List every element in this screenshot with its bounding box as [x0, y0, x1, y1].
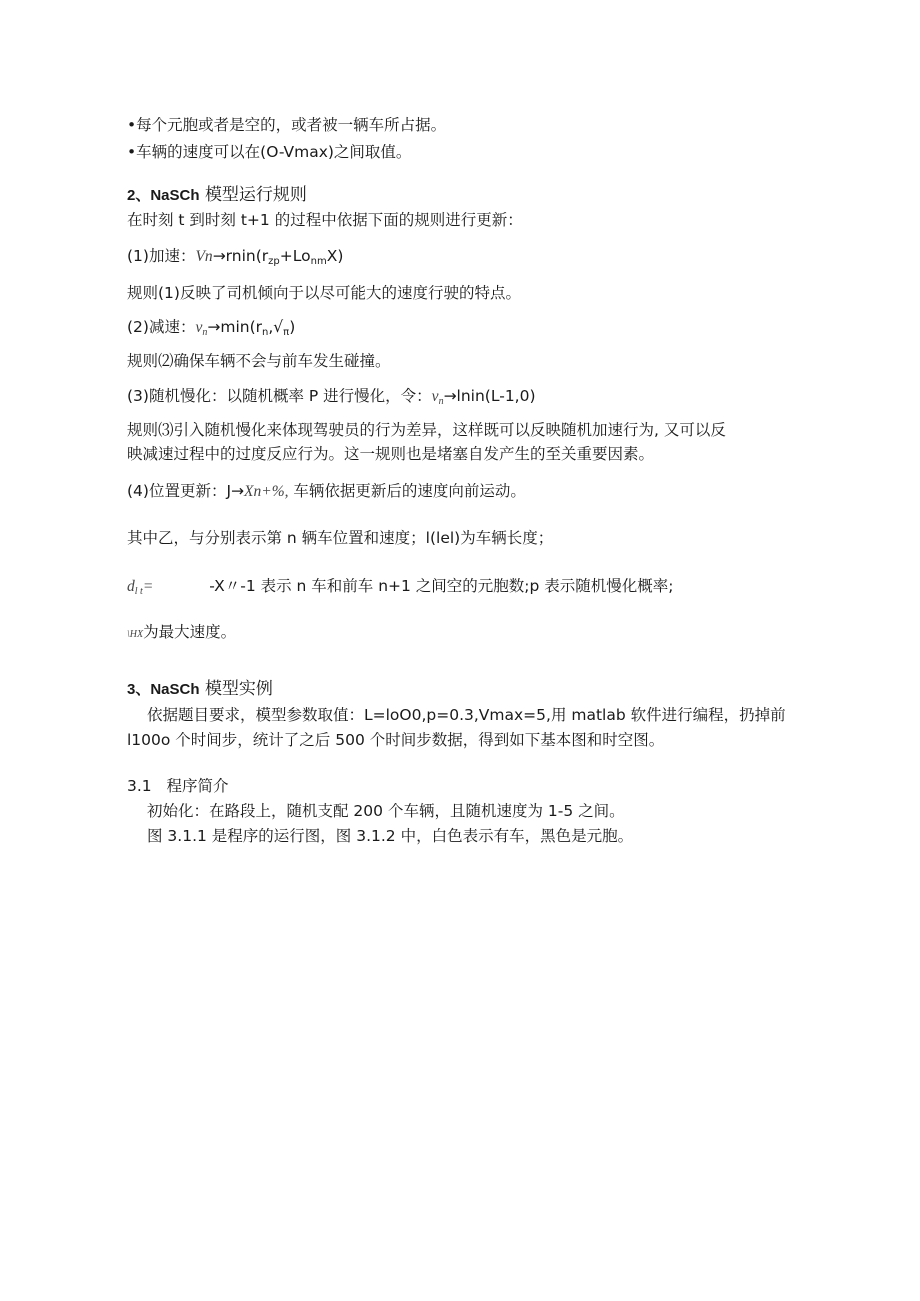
rule-1-desc: 规则(1)反映了司机倾向于以尽可能大的速度行驶的特点。 — [127, 284, 521, 302]
section-3-title: 模型实例 — [204, 679, 273, 699]
rule-4-var: Xn+%, — [244, 483, 289, 500]
rule-3-formula — [432, 387, 536, 405]
definition-3-text: 为最大速度。 — [143, 623, 237, 641]
rule-4-formula — [226, 482, 288, 500]
definition-2 — [127, 576, 674, 597]
section-3-1-title: 程序简介 — [166, 777, 229, 795]
rule-2-formula-b: ,√ — [268, 318, 284, 336]
definition-2-var-sub: l t — [134, 586, 143, 597]
rule-3-var-sub: n — [438, 396, 444, 407]
rule-1-formula-a: →rnin(r — [212, 247, 269, 265]
rule-2-line — [127, 317, 295, 338]
definition-2-text: -X〃-1 表示 n 车和前车 n+1 之间空的元胞数;p 表示随机慢化概率; — [209, 577, 674, 595]
section-2-title: 模型运行规则 — [204, 185, 307, 205]
section-2-number: 2、 — [127, 187, 151, 204]
section-3-para-line-2: l100o 个时间步，统计了之后 500 个时间步数据，得到如下基本图和时空图。 — [127, 731, 665, 749]
rule-2-sub2: π — [283, 327, 290, 338]
bullet-1: •每个元胞或者是空的，或者被一辆车所占据。 — [127, 116, 447, 134]
rule-1-line — [127, 246, 343, 267]
section-2-intro: 在时刻 t 到时刻 t+1 的过程中依据下面的规则进行更新： — [127, 211, 523, 229]
section-2-heading — [127, 185, 307, 206]
definition-2-var: d — [127, 578, 135, 595]
section-3-1-line-1: 初始化：在路段上，随机支配 200 个车辆，且随机速度为 1-5 之间。 — [147, 802, 625, 820]
definition-1: 其中乙，与分别表示第 n 辆车位置和速度；l(lel)为车辆长度； — [127, 529, 554, 547]
rule-4-formula-a: J→ — [226, 482, 245, 500]
rule-3-line — [127, 386, 536, 407]
rule-3-desc-line-1: 规则⑶引入随机慢化来体现驾驶员的行为差异，这样既可以反映随机加速行为, 又可以反 — [127, 421, 726, 439]
section-2-model: NaSCh — [150, 187, 200, 204]
section-3-heading — [127, 679, 273, 700]
rule-2-var-sub: n — [202, 327, 208, 338]
rule-3-label: (3)随机慢化：以随机概率 P 进行慢化，令： — [127, 387, 432, 405]
section-3-1-heading — [127, 776, 228, 796]
definition-2-eq: = — [142, 578, 154, 595]
section-3-1-number: 3.1 — [127, 777, 152, 795]
definition-3 — [127, 622, 236, 645]
rule-2-var: v — [195, 319, 203, 336]
rule-1-formula — [195, 247, 343, 265]
rule-2-formula-a: →min(r — [207, 318, 262, 336]
rule-4-text: 车辆依据更新后的速度向前运动。 — [288, 482, 526, 500]
rule-3-desc-line-2: 映减速过程中的过度反应行为。这一规则也是堵塞自发产生的至关重要因素。 — [127, 445, 655, 463]
section-3-1-line-2: 图 3.1.1 是程序的运行图，图 3.1.2 中，白色表示有车，黑色是元胞。 — [147, 827, 634, 845]
definition-3-var: \HX — [127, 629, 144, 640]
section-3-number: 3、 — [127, 681, 151, 698]
bullet-2: •车辆的速度可以在(O-Vmax)之间取值。 — [127, 143, 412, 161]
rule-2-desc: 规则⑵确保车辆不会与前车发生碰撞。 — [127, 352, 391, 370]
rule-4-line — [127, 481, 526, 502]
rule-1-sub2: nm — [310, 256, 327, 267]
rule-2-label: (2)减速： — [127, 318, 196, 336]
rule-2-formula — [195, 318, 295, 336]
rule-4-label: (4)位置更新： — [127, 482, 227, 500]
rule-3-formula-a: →lnin(L-1,0) — [443, 387, 536, 405]
rule-2-sub1: n — [262, 327, 269, 338]
section-3-para-line-1: 依据题目要求，模型参数取值：L=loO0,p=0.3,Vmax=5,用 matlab 软件进行编程，扔掉前 — [147, 706, 786, 724]
rule-1-formula-c: X) — [326, 247, 344, 265]
rule-1-sub1: zp — [268, 256, 280, 267]
rule-1-formula-b: +Lo — [279, 247, 311, 265]
rule-2-formula-c: ) — [289, 318, 296, 336]
rule-1-label: (1)加速： — [127, 247, 196, 265]
rule-1-var: Vn — [195, 248, 213, 265]
section-3-model: NaSCh — [150, 681, 200, 698]
rule-3-var: v — [431, 388, 439, 405]
